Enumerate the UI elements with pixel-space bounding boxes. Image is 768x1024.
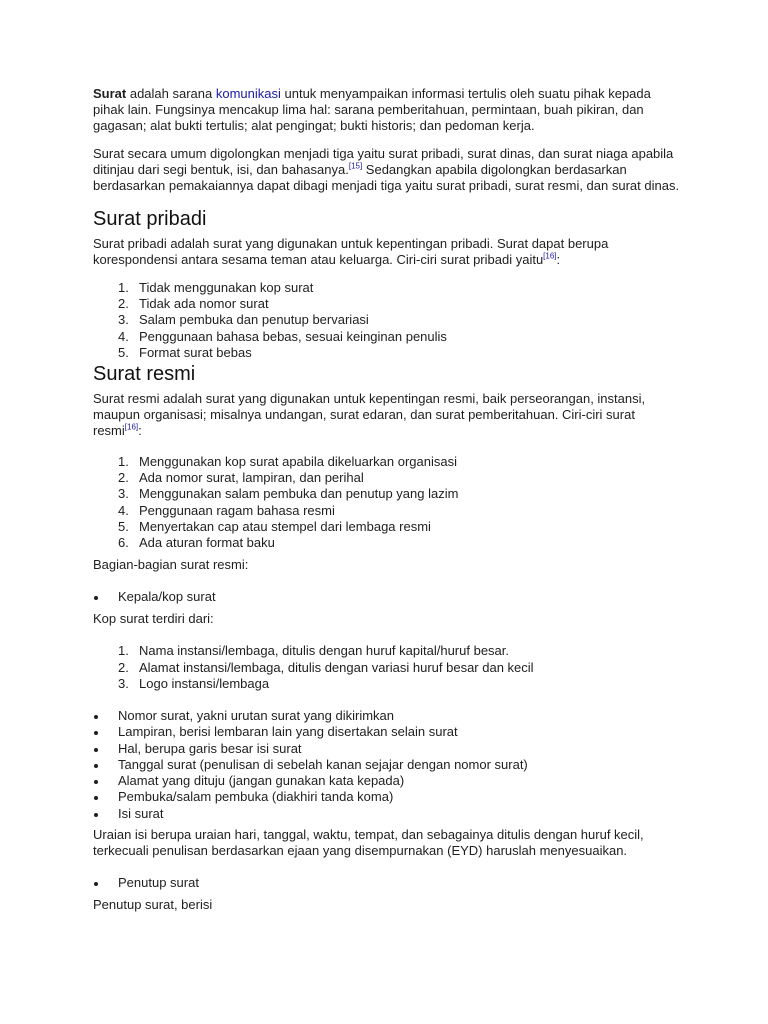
reference-16-link[interactable]: [16] [543,251,557,261]
bagian-list [93,708,683,822]
list-item: Penutup surat [93,875,683,891]
intro-paragraph: Surat adalah sarana komunikasi untuk menyampaikan informasi tertulis oleh suatu pihak kepada pihak lain. Fungsinya mencakup lima hal: sarana pemberitahuan, permintaan, buah pikiran, dan gagasan; alat bukti tertulis; alat pengingat; bukti historis; dan pedoman kerja. [93,86,651,133]
bullet-icon [94,596,98,600]
list-item: 5. Format surat bebas [118,344,252,360]
penutup-text: Penutup surat, berisi [93,897,213,913]
surat-resmi-heading: Surat resmi [93,362,196,385]
list-item: Hal, berupa garis besar isi surat [93,741,683,757]
surat-pribadi-list [93,280,683,361]
penutup-list [93,875,683,891]
list-item: 3. Salam pembuka dan penutup bervariasi [118,312,369,328]
list-item: 2. Alamat instansi/lembaga, ditulis dengan variasi huruf besar dan kecil [118,659,534,675]
list-item: 1. Menggunakan kop surat apabila dikeluarkan organisasi [118,453,457,469]
list-item: 1. Tidak menggunakan kop surat [118,280,314,295]
bagian-label: Bagian-bagian surat resmi: [93,557,249,573]
list-item: 1. Nama instansi/lembaga, ditulis dengan huruf kapital/huruf besar. [118,643,509,659]
kepala-list [93,589,683,605]
bullet-icon [94,882,98,886]
bullet-icon [94,764,98,768]
list-item: 4. Penggunaan bahasa bebas, sesuai keinginan penulis [118,328,447,344]
list-item: 3. Menggunakan salam pembuka dan penutup yang lazim [118,486,459,502]
kop-label: Kop surat terdiri dari: [93,611,214,627]
list-item: Lampiran, berisi lembaran lain yang disertakan selain surat [93,724,683,740]
kop-list [93,643,683,692]
list-item: 2. Tidak ada nomor surat [118,296,269,312]
surat-pribadi-paragraph: Surat pribadi adalah surat yang digunakan untuk kepentingan pribadi. Surat dapat berupa korespondensi antara sesama teman atau keluarga. Ciri-ciri surat pribadi yaitu[16]: [93,236,609,267]
uraian-paragraph: Uraian isi berupa uraian hari, tanggal, waktu, tempat, dan sebagainya ditulis dengan huruf kecil, terkecuali penulisan berdasarkan ejaan yang disempurnakan (EYD) haruslah menyesuaikan. [93,827,644,858]
bullet-icon [94,748,98,752]
list-item: 5. Menyertakan cap atau stempel dari lembaga resmi [118,518,431,534]
list-item: Pembuka/salam pembuka (diakhiri tanda koma) [93,789,683,805]
surat-pribadi-heading: Surat pribadi [93,208,207,230]
list-item: 2. Ada nomor surat, lampiran, dan perihal [118,470,364,486]
bullet-icon [94,780,98,784]
classification-paragraph: Surat secara umum digolongkan menjadi tiga yaitu surat pribadi, surat dinas, dan surat niaga apabila ditinjau dari segi bentuk, isi, dan bahasanya.[15] Sedangkan apabila digolongkan berdasarkan berdasarkan pemakaiannya dapat dibagi menjadi tiga yaitu surat pribadi, surat resmi, dan surat dinas. [93,146,680,193]
bullet-icon [94,796,98,800]
bullet-icon [94,813,98,817]
list-item: Nomor surat, yakni urutan surat yang dikirimkan [93,708,683,724]
list-item: Alamat yang dituju (jangan gunakan kata kepada) [93,773,683,789]
list-item: Isi surat [93,806,683,822]
surat-resmi-list [93,454,683,551]
list-item: Tanggal surat (penulisan di sebelah kanan sejajar dengan nomor surat) [93,757,683,773]
komunikasi-link[interactable]: komunikasi [215,86,281,101]
list-item: 3. Logo instansi/lembaga [118,675,270,691]
reference-16-link[interactable]: [16] [124,422,139,432]
list-item: 4. Penggunaan ragam bahasa resmi [118,502,335,518]
list-item: 6. Ada aturan format baku [118,534,275,550]
list-item: Kepala/kop surat [93,589,683,605]
bullet-icon [94,715,98,719]
surat-resmi-paragraph: Surat resmi adalah surat yang digunakan untuk kepentingan resmi, baik perseorangan, instansi, maupun organisasi; misalnya undangan, surat edaran, dan surat pemberitahuan. Ciri-ciri surat resmi[16]: [93,390,646,438]
bullet-icon [94,731,98,735]
intro-term: Surat [93,86,127,101]
reference-15-link[interactable]: [15] [348,161,363,171]
